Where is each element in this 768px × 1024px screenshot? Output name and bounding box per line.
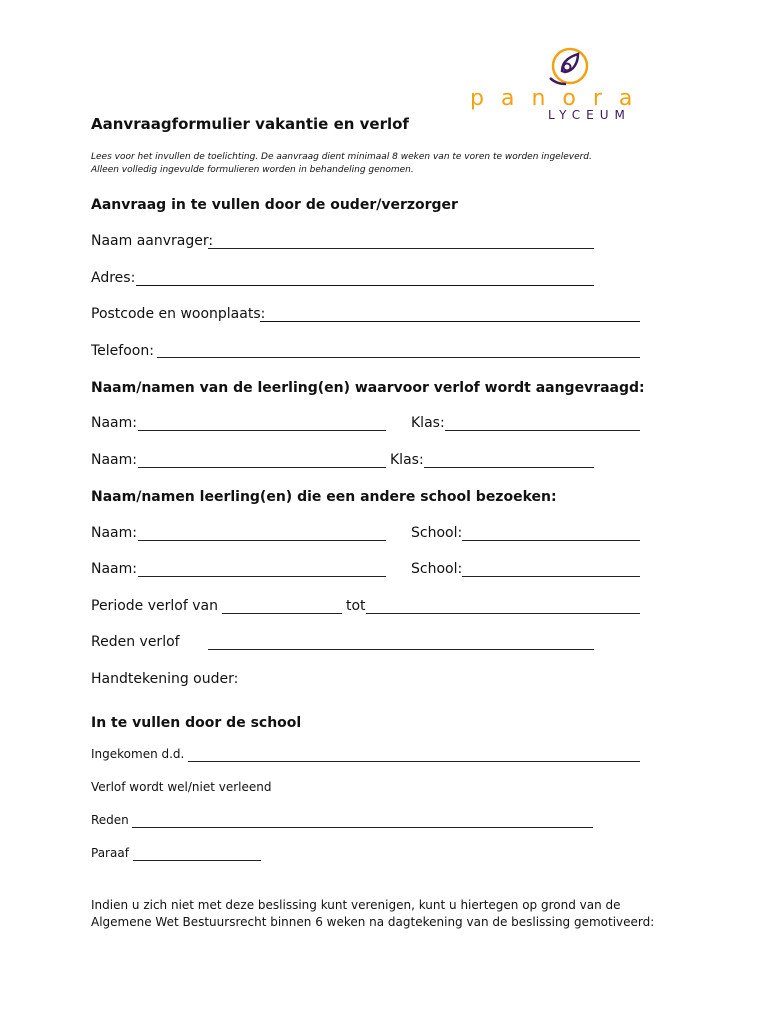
panora-lyceum-logo [470, 38, 675, 130]
other1-school-label: School: [411, 525, 463, 541]
adres-label: Adres: [91, 270, 136, 286]
section-parent-heading: Aanvraag in te vullen door de ouder/verzorger [91, 197, 458, 213]
other1-school-field[interactable] [462, 540, 640, 541]
student1-naam-label: Naam: [91, 415, 137, 431]
adres-field[interactable] [136, 285, 594, 286]
student1-naam-field[interactable] [138, 430, 386, 431]
periode-tot-field[interactable] [366, 613, 640, 614]
reden-school-field[interactable] [132, 827, 593, 828]
student1-klas-field[interactable] [445, 430, 640, 431]
postcode-field[interactable] [260, 321, 640, 322]
student2-klas-field[interactable] [424, 467, 594, 468]
periode-van-field[interactable] [222, 613, 342, 614]
section-school-heading: In te vullen door de school [91, 715, 302, 731]
reden-verlof-label: Reden verlof [91, 634, 180, 650]
other1-naam-field[interactable] [138, 540, 386, 541]
logo-word: panora [470, 86, 650, 111]
reden-verlof-field[interactable] [208, 649, 594, 650]
other1-naam-label: Naam: [91, 525, 137, 541]
ingekomen-field[interactable] [188, 761, 640, 762]
note-line-2: Alleen volledig ingevulde formulieren worden in behandeling genomen. [91, 165, 414, 175]
telefoon-label: Telefoon: [91, 343, 154, 359]
student2-naam-label: Naam: [91, 452, 137, 468]
telefoon-field[interactable] [157, 357, 640, 358]
section-students-heading: Naam/namen van de leerling(en) waarvoor verlof wordt aangevraagd: [91, 380, 645, 396]
logo-emblem-icon [470, 38, 675, 86]
footer-line-2: Algemene Wet Bestuursrecht binnen 6 weken na dagtekening van de beslissing gemotiveerd: [91, 915, 655, 929]
student2-naam-field[interactable] [138, 467, 386, 468]
paraaf-label: Paraaf [91, 846, 129, 860]
note-line-1: Lees voor het invullen de toelichting. De aanvraag dient minimaal 8 weken van te voren te worden ingeleverd. [91, 152, 592, 162]
handtekening-label: Handtekening ouder: [91, 671, 239, 687]
other2-naam-label: Naam: [91, 561, 137, 577]
naam-aanvrager-field[interactable] [208, 248, 594, 249]
student1-klas-label: Klas: [411, 415, 445, 431]
footer-line-1: Indien u zich niet met deze beslissing kunt verenigen, kunt u hiertegen op grond van de [91, 898, 621, 912]
verlof-verleend-label: Verlof wordt wel/niet verleend [91, 780, 272, 794]
other2-naam-field[interactable] [138, 576, 386, 577]
form-title: Aanvraagformulier vakantie en verlof [91, 115, 409, 133]
periode-tot-label: tot [346, 598, 366, 614]
naam-aanvrager-label: Naam aanvrager: [91, 233, 214, 249]
periode-label: Periode verlof van [91, 598, 218, 614]
other2-school-label: School: [411, 561, 463, 577]
student2-klas-label: Klas: [390, 452, 424, 468]
logo-sub: LYCEUM [548, 108, 631, 122]
other2-school-field[interactable] [462, 576, 640, 577]
ingekomen-label: Ingekomen d.d. [91, 747, 185, 761]
section-other-school-heading: Naam/namen leerling(en) die een andere school bezoeken: [91, 489, 557, 505]
paraaf-field[interactable] [133, 860, 261, 861]
reden-school-label: Reden [91, 813, 129, 827]
postcode-label: Postcode en woonplaats: [91, 306, 266, 322]
